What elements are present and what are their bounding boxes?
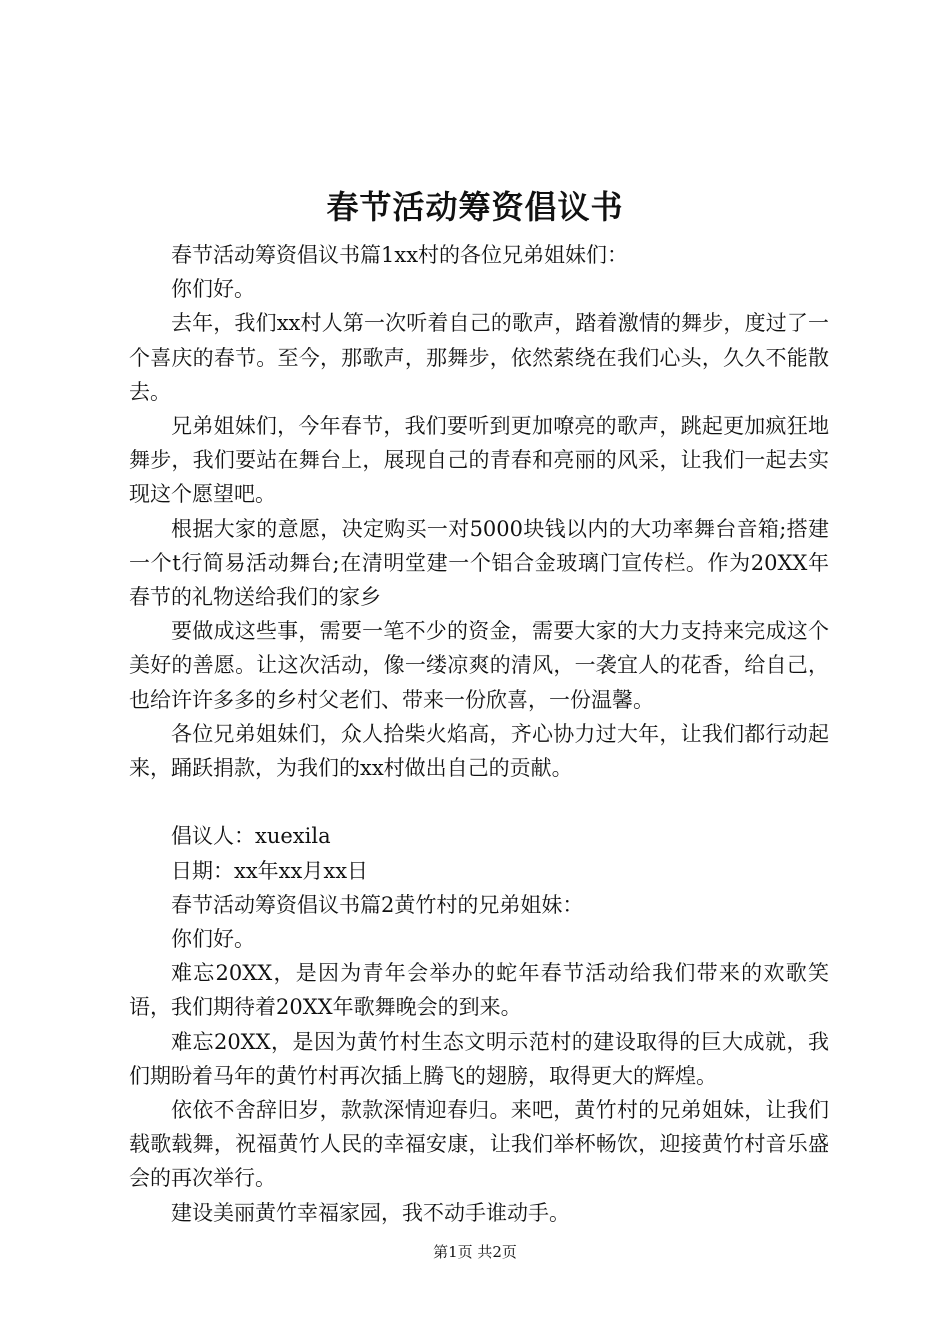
paragraph: 春节活动筹资倡议书篇1xx村的各位兄弟姐妹们： [171, 243, 629, 267]
paragraph: 难忘20XX，是因为青年会举办的蛇年春节活动给我们带来的欢歌笑语，我们期待着20XX年歌舞晚会的到来。 [129, 961, 829, 1020]
paragraph: 你们好。 [171, 277, 255, 302]
document-title: 春节活动筹资倡议书 [326, 188, 624, 226]
blank-line [129, 785, 829, 819]
paragraph: 去年，我们xx村人第一次听着自己的歌声，踏着激情的舞步，度过了一个喜庆的春节。至今，那歌声，那舞步，依然萦绕在我们心头，久久不能散去。 [129, 311, 829, 404]
page-footer: 第1页 共2页 [433, 1243, 517, 1261]
paragraph: 兄弟姐妹们，今年春节，我们要听到更加嘹亮的歌声，跳起更加疯狂地舞步，我们要站在舞台上，展现自己的青春和亮丽的风采，让我们一起去实现这个愿望吧。 [129, 414, 829, 507]
paragraph: 建设美丽黄竹幸福家园，我不动手谁动手。 [171, 1200, 570, 1225]
paragraph: 要做成这些事，需要一笔不少的资金，需要大家的大力支持来完成这个美好的善愿。让这次活动，像一缕凉爽的清风，一袭宜人的花香，给自己，也给许许多多的乡村父老们、带来一份欣喜，一份温馨。 [129, 619, 829, 712]
initiator-line: 倡议人：xuexila [171, 824, 331, 849]
paragraph: 依依不舍辞旧岁，款款深情迎春归。来吧，黄竹村的兄弟姐妹，让我们载歌载舞，祝福黄竹人民的幸福安康，让我们举杯畅饮，迎接黄竹村音乐盛会的再次举行。 [129, 1098, 829, 1191]
paragraph: 你们好。 [171, 927, 255, 952]
paragraph: 难忘20XX，是因为黄竹村生态文明示范村的建设取得的巨大成就，我们期盼着马年的黄竹村再次插上腾飞的翅膀，取得更大的辉煌。 [129, 1029, 829, 1088]
date-line: 日期：xx年xx月xx日 [171, 858, 369, 883]
paragraph: 根据大家的意愿，决定购买一对5000块钱以内的大功率舞台音箱;搭建一个t行简易活动舞台;在清明堂建一个铝合金玻璃门宣传栏。作为20XX年春节的礼物送给我们的家乡 [129, 516, 829, 610]
document-body [129, 238, 829, 1230]
paragraph: 春节活动筹资倡议书篇2黄竹村的兄弟姐妹： [171, 892, 584, 917]
paragraph: 各位兄弟姐妹们，众人拾柴火焰高，齐心协力过大年，让我们都行动起来，踊跃捐款，为我们的xx村做出自己的贡献。 [129, 721, 829, 781]
